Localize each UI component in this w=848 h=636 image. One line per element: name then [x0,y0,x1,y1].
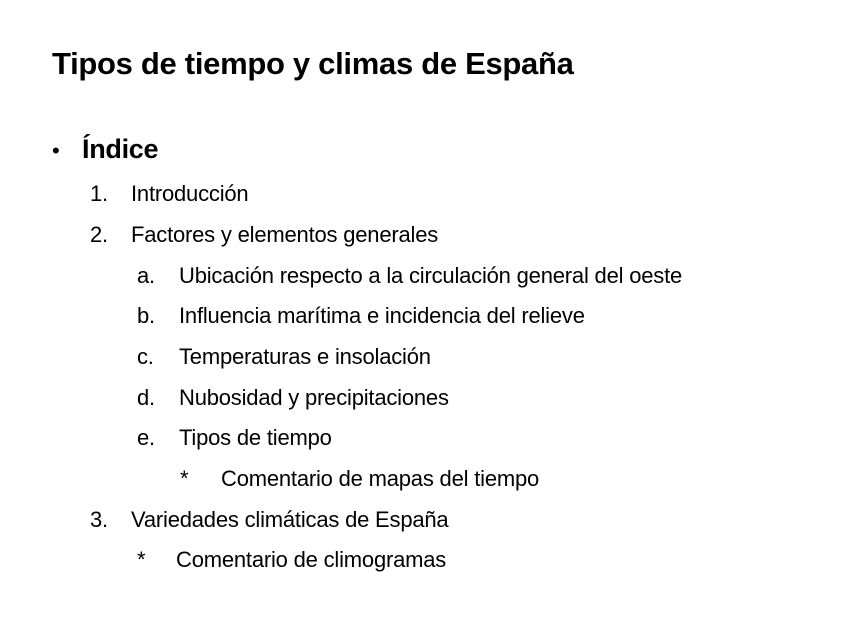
slide-title: Tipos de tiempo y climas de España [52,46,574,81]
list-subitem-temperaturas [137,344,431,370]
list-marker: e. [137,425,155,450]
list-item-text: Influencia marítima e incidencia del relieve [179,303,585,328]
list-item-variedades [90,507,448,533]
list-marker: c. [137,344,154,369]
list-item-text: Tipos de tiempo [179,425,332,450]
index-heading-row [52,134,158,165]
list-note-climogramas [137,547,446,573]
list-item-text: Factores y elementos generales [131,222,439,247]
list-marker: b. [137,303,155,328]
list-item-text: Nubosidad y precipitaciones [179,385,449,410]
list-marker: a. [137,263,155,288]
list-marker: * [180,466,189,491]
list-item-text: Introducción [131,181,249,206]
list-subitem-influencia [137,303,585,329]
list-marker: 2. [90,222,108,247]
list-subitem-nubosidad [137,385,449,411]
list-marker: d. [137,385,155,410]
list-marker: 1. [90,181,108,206]
index-heading: Índice [82,134,159,164]
list-note-mapas [180,466,539,492]
list-item-text: Temperaturas e insolación [179,344,431,369]
list-item-factores [90,222,438,248]
list-marker: * [137,547,146,572]
bullet-icon: • [52,138,60,163]
list-item-text: Comentario de mapas del tiempo [221,466,540,491]
list-item-text: Variedades climáticas de España [131,507,449,532]
list-item-introduccion [90,181,248,207]
list-item-text: Ubicación respecto a la circulación general del oeste [179,263,683,288]
list-subitem-ubicacion [137,263,682,289]
list-item-text: Comentario de climogramas [176,547,447,572]
list-marker: 3. [90,507,108,532]
list-subitem-tipos [137,425,332,451]
